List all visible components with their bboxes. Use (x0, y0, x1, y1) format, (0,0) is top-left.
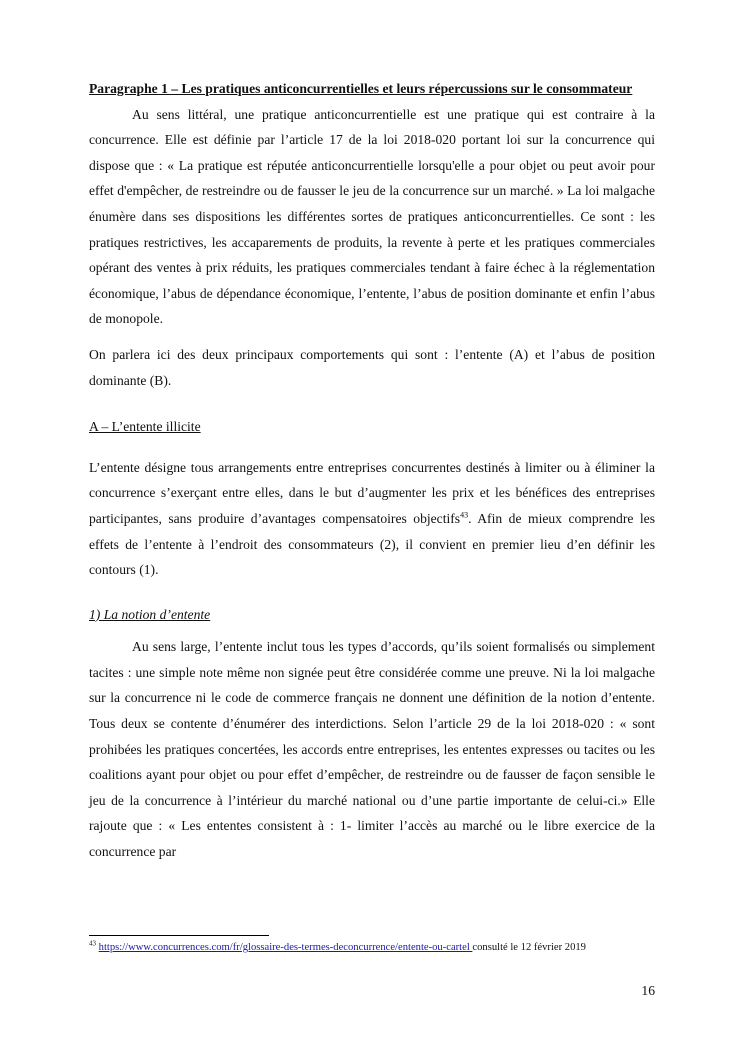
intro-paragraph-2: On parlera ici des deux principaux comportements qui sont : l’entente (A) et l’abus de position dominante (B). (89, 346, 655, 388)
footnote-reference[interactable]: 43 (460, 510, 469, 520)
notion-paragraph: Au sens large, l’entente inclut tous les types d’accords, qu’ils soient formalisés ou simplement tacites : une simple note même non signée peut être considérée comme une preuve. Ni la loi malgache sur la concurrence ni le code de commerce français ne donnent une définition de la notion d’entente. Tous deux se contente d’énumérer des interdictions. Selon l’article 29 de la loi 2018-020 : « sont prohibées les pratiques concertées, les accords entre entreprises, les ententes expresses ou tacites ou les coalitions ayant pour objet ou pour effet d’empêcher, de restreindre ou de fausser de façon sensible le jeu de la concurrence à l’intérieur du marché national ou d’une partie importante de celui-ci.» Elle rajoute que : « Les ententes consistent à : 1- limiter l’accès au marché ou le libre exercice de la concurrence par (89, 639, 655, 860)
page-body (89, 76, 655, 865)
footnote-text: consulté le 12 février 2019 (472, 942, 586, 953)
page-number: 16 (641, 983, 655, 998)
entente-text-end: . Afin de mieux comprendre les effets de l’entente à l’endroit des consommateurs (2), il convient en premier lieu d’en définir les contours (1). (89, 510, 655, 578)
subheading-1: 1) La notion d’entente (89, 606, 211, 622)
footnote-number: 43 (89, 939, 96, 948)
entente-text: L’entente désigne tous arrangements entre entreprises concurrentes destinés à limiter ou à éliminer la concurrence s’exerçant entre elles, dans le but d’augmenter les prix et les bénéfices des entreprises participantes, sans produire d’avantages compensatoires objectifs (89, 459, 655, 526)
footnote-link[interactable]: https://www.concurrences.com/fr/glossaire-des-termes-deconcurrence/entente-ou-cartel (98, 942, 473, 953)
footnote (89, 941, 655, 955)
section-heading: Paragraphe 1 – Les pratiques anticoncurrentielles et leurs répercussions sur le consommateur (89, 81, 633, 96)
intro-paragraph: Au sens littéral, une pratique anticoncurrentielle est une pratique qui est contraire à la concurrence. Elle est définie par l’article 17 de la loi 2018-020 portant loi sur la concurrence qui dispose que : « La pratique est réputée anticoncurrentielle lorsqu'elle a pour objet ou peut avoir pour effet d'empêcher, de restreindre ou de fausser le jeu de la concurrence sur un marché. » La loi malgache énumère dans ses dispositions les différentes sortes de pratiques anticoncurrentielles. Ce sont : les pratiques restrictives, les accaparements de produits, la revente à perte et les pratiques commerciales opérant des ventes à prix réduits, les pratiques commerciales tendant à faire échec à la réglementation économique, l’abus de dépendance économique, l’entente, l’abus de position dominante et enfin l’abus de monopole. (89, 106, 655, 327)
footnote-divider (89, 935, 269, 936)
subheading-a: A – L’entente illicite (89, 419, 201, 435)
entente-paragraph (89, 455, 655, 583)
